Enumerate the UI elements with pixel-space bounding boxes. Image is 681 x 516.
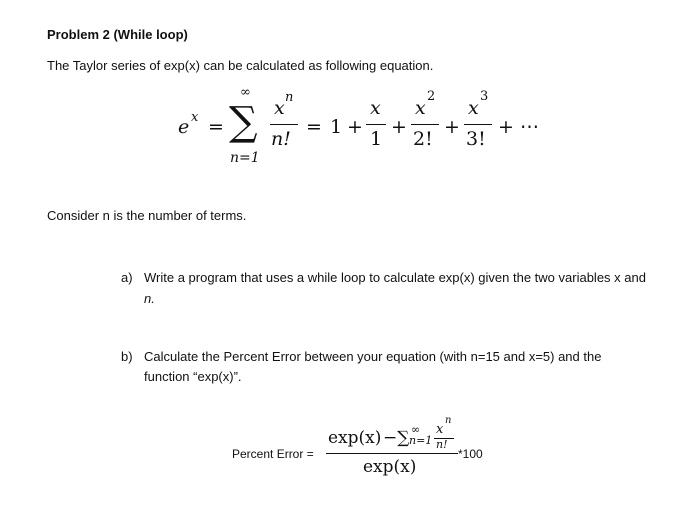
term1-denominator: 1 [370,128,383,150]
term2-numerator-exponent: 2 [427,89,436,104]
inner-fraction-numerator: x [436,422,444,437]
numerator-sum-lower: n=1 [409,434,433,447]
plus-sign-1: + [347,116,363,138]
series-tail: + ⋯ [498,116,539,138]
numerator-exp: exp(x) [328,428,382,448]
question-a-label: a) [121,270,133,285]
plus-sign-2: + [391,116,407,138]
equals-sign-2: = [306,116,322,138]
main-fraction-bar [326,453,458,454]
term-numerator-base: x [274,97,285,119]
question-a-line2: n. [144,291,155,306]
term2-numerator-base: x [415,97,426,119]
percent-error-label: Percent Error = [232,447,314,461]
term1-numerator: x [370,97,381,119]
plus-sign-3: + [444,116,460,138]
question-a-line1: Write a program that uses a while loop to calculate exp(x) given the two variables x and [144,270,646,285]
question-b-line1: Calculate the Percent Error between your equation (with n=15 and x=5) and the [144,349,602,364]
term-numerator-exponent: n [285,90,294,105]
term3-numerator-base: x [468,97,479,119]
inner-fraction-denominator: n! [436,438,448,451]
term-denominator: n! [271,128,291,150]
equals-sign: = [208,116,224,138]
question-b-line2: function “exp(x)”. [144,369,242,384]
term2-fraction-bar [411,124,439,125]
inner-fraction-exponent: n [445,415,452,426]
sum-upper-limit: ∞ [240,85,251,100]
problem-title: Problem 2 (While loop) [47,27,188,42]
term2-denominator: 2! [413,128,433,150]
sum-lower-limit: n=1 [230,150,260,166]
lhs-base: e [178,116,190,138]
denominator-exp: exp(x) [363,457,417,477]
term3-fraction-bar [464,124,492,125]
times-100: *100 [458,447,483,461]
term-one: 1 [330,116,343,138]
question-b-label: b) [121,349,133,364]
term3-denominator: 3! [466,128,486,150]
summation-symbol: ∑ [229,99,258,145]
term3-numerator-exponent: 3 [480,89,489,104]
term-fraction-bar [270,124,298,125]
term1-fraction-bar [366,124,386,125]
consider-note: Consider n is the number of terms. [47,208,247,223]
lhs-exponent: x [191,110,199,125]
problem-intro: The Taylor series of exp(x) can be calculated as following equation. [47,58,434,73]
numerator-sum-upper: ∞ [411,423,421,436]
numerator-minus-sum: −∑ [383,428,410,448]
